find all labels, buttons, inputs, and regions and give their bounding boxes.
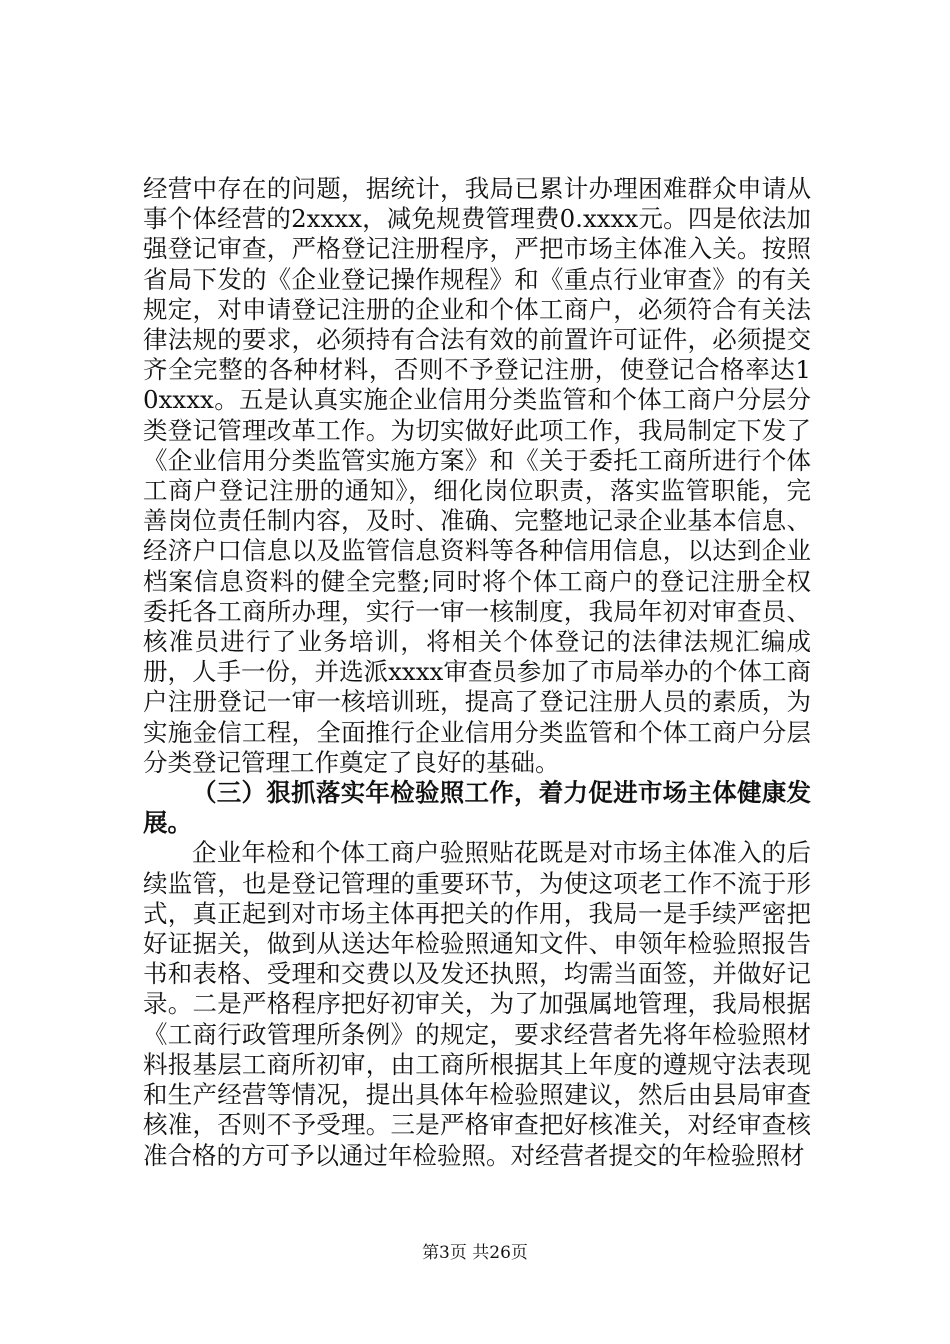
body-paragraph: 企业年检和个体工商户验照贴花既是对市场主体准入的后续监管，也是登记管理的重要环节，为使这项老工作不流于形式，真正起到对市场主体再把关的作用，我局一是手续严密把好证据关，做到从送达年检验照通知文件、申领年检验照报告书和表格、受理和交费以及发还执照，均需当面签，并做好记录。二是严格程序把好初审关，为了加强属地管理，我局根据《工商行政管理所条例》的规定，要求经营者先将年检验照材料报基层工商所初审，由工商所根据其上年度的遵规守法表现和生产经营等情况，提出具体年检验照建议，然后由县局审查核准，否则不予受理。三是严格审查把好核准关，对经审查核准合格的方可予以通过年检验照。对经营者提交的年检验照材 <box>143 838 811 1170</box>
body-paragraph: 经营中存在的问题，据统计，我局已累计办理困难群众申请从事个体经营的2xxxx，减免规费管理费0.xxxx元。四是依法加强登记审查，严格登记注册程序，严把市场主体准入关。按照省局下发的《企业登记操作规程》和《重点行业审查》的有关规定，对申请登记注册的企业和个体工商户，必须符合有关法律法规的要求，必须持有合法有效的前置许可证件，必须提交齐全完整的各种材料，否则不予登记注册，使登记合格率达10xxxx。五是认真实施企业信用分类监管和个体工商户分层分类登记管理改革工作。为切实做好此项工作，我局制定下发了《企业信用分类监管实施方案》和《关于委托工商所进行个体工商户登记注册的通知》，细化岗位职责，落实监管职能，完善岗位责任制内容，及时、准确、完整地记录企业基本信息、经济户口信息以及监管信息资料等各种信用信息，以达到企业档案信息资料的健全完整;同时将个体工商户的登记注册全权委托各工商所办理，实行一审一核制度，我局年初对审查员、核准员进行了业务培训，将相关个体登记的法律法规汇编成册，人手一份，并选派xxxx审查员参加了市局举办的个体工商户注册登记一审一核培训班，提高了登记注册人员的素质，为实施金信工程，全面推行企业信用分类监管和个体工商户分层分类登记管理工作奠定了良好的基础。 <box>143 174 811 777</box>
section-heading: （三）狠抓落实年检验照工作，着力促进市场主体健康发展。 <box>143 778 811 838</box>
document-body <box>143 174 811 1171</box>
page-number-footer: 第3页 共26页 <box>422 1243 528 1263</box>
